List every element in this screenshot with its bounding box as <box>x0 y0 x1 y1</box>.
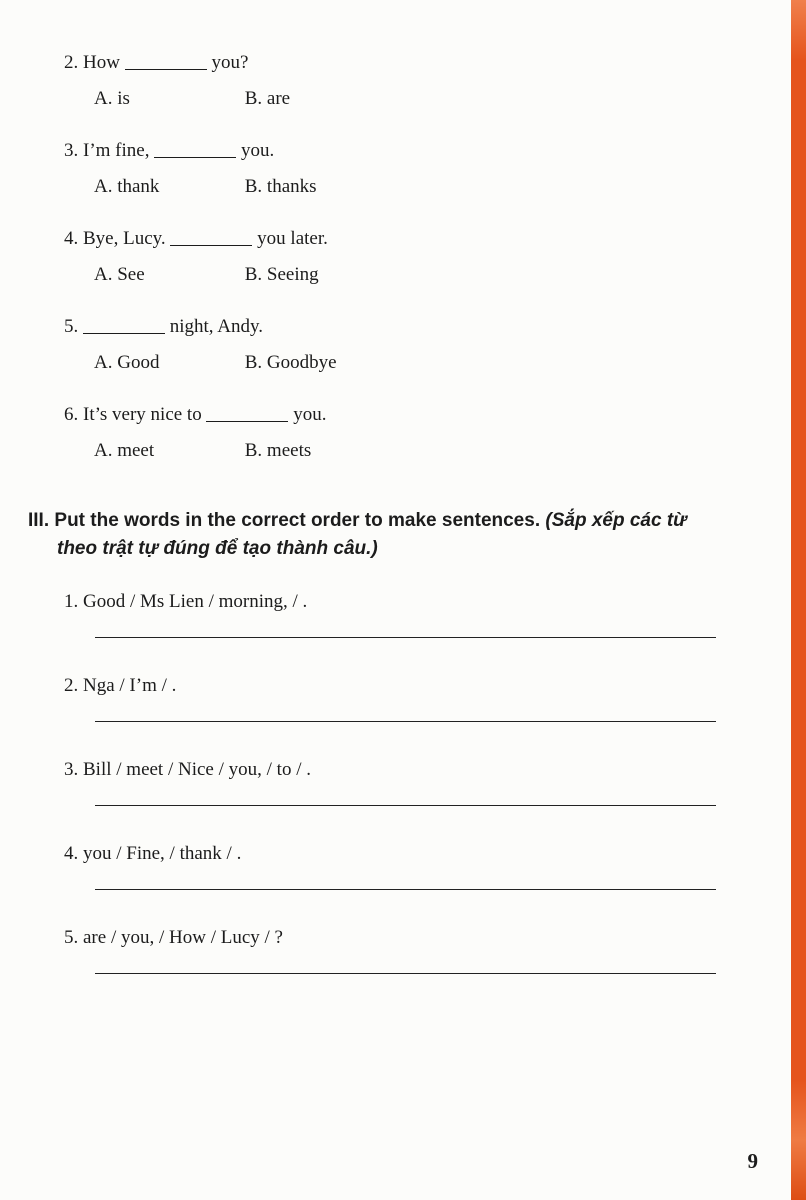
mcq-item <box>64 50 716 111</box>
option-a: A. meet <box>94 440 155 461</box>
order-item-number: 2. <box>64 675 79 696</box>
option-b: B. Goodbye <box>244 352 337 373</box>
order-item <box>64 841 716 890</box>
question-line <box>64 50 716 75</box>
page-edge-stripe <box>791 0 806 1200</box>
order-item <box>64 589 716 638</box>
page-number: 9 <box>747 1149 758 1173</box>
order-item-words: Good / Ms Lien / morning, / . <box>83 591 308 612</box>
order-item <box>64 757 716 806</box>
question-line <box>64 402 716 427</box>
question-number: 5. <box>64 316 79 337</box>
answer-line <box>95 637 716 638</box>
order-item-number: 1. <box>64 591 79 612</box>
order-item-words: Nga / I’m / . <box>83 675 177 696</box>
answer-blank <box>206 416 288 422</box>
options-row <box>94 438 716 463</box>
section-heading <box>28 507 716 563</box>
option-a: A. Good <box>94 352 160 373</box>
question-pre: I’m fine, <box>83 140 150 161</box>
mcq-item <box>64 226 716 287</box>
option-b: B. meets <box>244 440 312 461</box>
section-number: III. <box>28 510 50 531</box>
question-line <box>64 314 716 339</box>
section-title-vi: (Sắp xếp các từ theo trật tự đúng để tạo thành câu.) <box>57 510 687 559</box>
question-pre: How <box>83 52 120 73</box>
answer-blank <box>154 152 236 158</box>
order-item-text <box>64 841 716 866</box>
option-a: A. is <box>94 88 130 109</box>
option-a: A. See <box>94 264 145 285</box>
order-item-text <box>64 673 716 698</box>
answer-blank <box>170 240 252 246</box>
question-post: you later. <box>257 228 328 249</box>
question-post: you. <box>240 140 275 161</box>
order-item-words: Bill / meet / Nice / you, / to / . <box>83 759 311 780</box>
order-item <box>64 925 716 974</box>
order-item-text <box>64 925 716 950</box>
question-number: 4. <box>64 228 79 249</box>
question-line <box>64 138 716 163</box>
option-b: B. are <box>244 88 291 109</box>
order-item-number: 5. <box>64 927 79 948</box>
options-row <box>94 350 716 375</box>
question-line <box>64 226 716 251</box>
question-pre: It’s very nice to <box>83 404 202 425</box>
options-row <box>94 174 716 199</box>
option-b: B. thanks <box>244 176 317 197</box>
answer-line <box>95 721 716 722</box>
option-b: B. Seeing <box>244 264 319 285</box>
section-title-en: Put the words in the correct order to make sentences. <box>54 510 541 531</box>
answer-blank <box>125 64 207 70</box>
order-item-text <box>64 589 716 614</box>
options-row <box>94 86 716 111</box>
question-number: 2. <box>64 52 79 73</box>
mcq-item <box>64 138 716 199</box>
question-number: 6. <box>64 404 79 425</box>
question-post: you. <box>293 404 327 425</box>
options-row <box>94 262 716 287</box>
mcq-item <box>64 402 716 463</box>
answer-line <box>95 805 716 806</box>
mcq-item <box>64 314 716 375</box>
question-number: 3. <box>64 140 79 161</box>
order-item-words: are / you, / How / Lucy / ? <box>83 927 283 948</box>
question-post: night, Andy. <box>169 316 263 337</box>
option-a: A. thank <box>94 176 160 197</box>
question-pre: Bye, Lucy. <box>83 228 166 249</box>
order-item-text <box>64 757 716 782</box>
question-post: you? <box>211 52 249 73</box>
answer-line <box>95 889 716 890</box>
order-item-number: 4. <box>64 843 79 864</box>
answer-line <box>95 973 716 974</box>
answer-blank <box>83 328 165 334</box>
order-item-number: 3. <box>64 759 79 780</box>
order-item <box>64 673 716 722</box>
order-item-words: you / Fine, / thank / . <box>83 843 242 864</box>
